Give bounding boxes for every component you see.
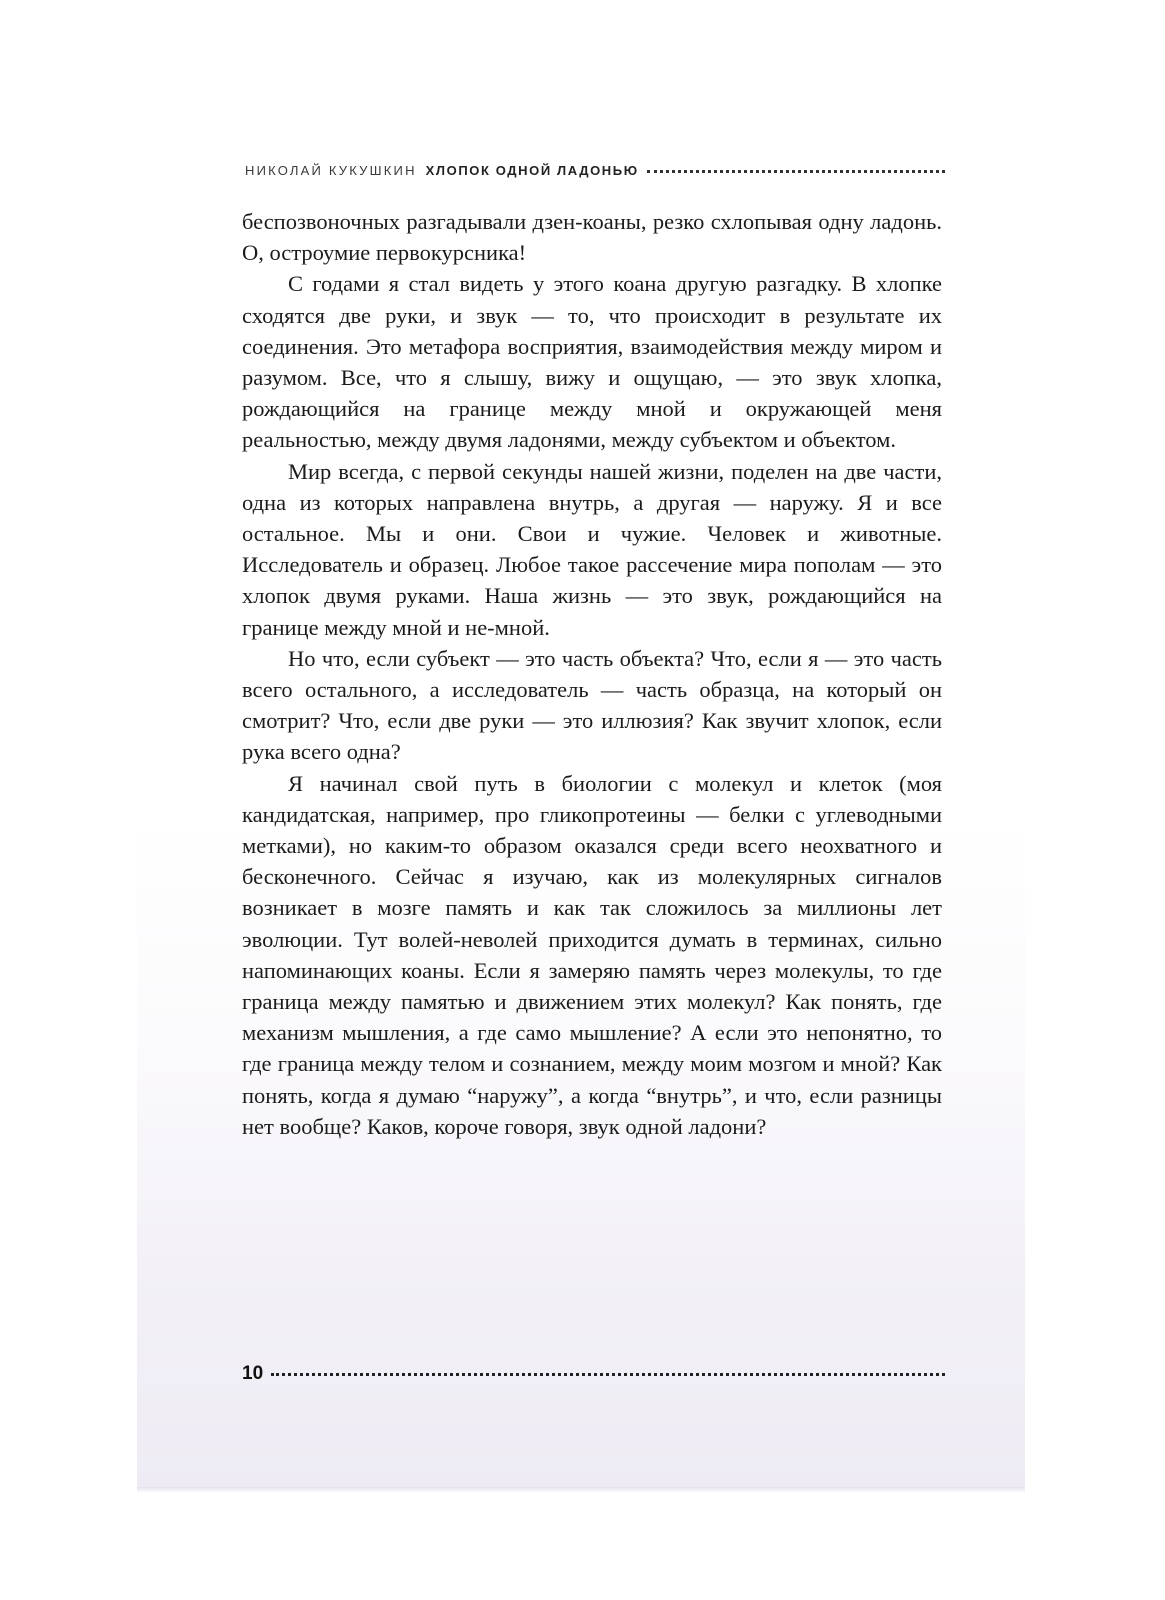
paragraph-4: Но что, если субъект — это часть объекта? Что, если я — это часть всего остального, а исследователь — часть образца, на который он смотрит? Что, если две руки — это иллюзия? Как звучит хлопок, если рука всего одна?	[242, 645, 942, 765]
header-author: НИКОЛАЙ КУКУШКИН	[245, 163, 417, 178]
page-body	[242, 206, 942, 1142]
footer-dotted-rule	[271, 1372, 945, 1376]
paragraph-2: С годами я стал видеть у этого коана другую разгадку. В хлопке сходятся две руки, и звук — то, что происходит в результате их соединения. Это метафора восприятия, взаимодействия между миром и разумом. Все, что я слышу, вижу и ощущаю, — это звук хлопка, рождающийся на границе между мной и окружающей меня реальностью, между двумя ладонями, между субъектом и объектом.	[242, 271, 942, 453]
paragraph-1: беспозвоночных разгадывали дзен-коаны, резко схлопывая одну ладонь. О, остроумие первокурсника!	[242, 209, 942, 266]
running-header	[245, 163, 945, 185]
header-dotted-rule	[647, 169, 945, 173]
page-footer	[242, 1363, 945, 1393]
page-number: 10	[242, 1363, 264, 1384]
paragraph-3: Мир всегда, с первой секунды нашей жизни, поделен на две части, одна из которых направлена внутрь, а другая — наружу. Я и все остальное. Мы и они. Свои и чужие. Человек и животные. Исследователь и образец. Любое такое рассечение мира пополам — это хлопок двумя руками. Наша жизнь — это звук, рождающийся на границе между мной и не-мной.	[242, 458, 942, 640]
page-edge-shadow	[137, 1487, 1025, 1493]
header-book-title: ХЛОПОК ОДНОЙ ЛАДОНЬЮ	[425, 163, 639, 178]
paragraph-5: Я начинал свой путь в биологии с молекул и клеток (моя кандидатская, например, про гликопротеины — белки с углеводными метками), но каким-то образом оказался среди всего неохватного и бесконечного. Сейчас я изучаю, как из молекулярных сигналов возникает в мозге память и как так сложилось за миллионы лет эволюции. Тут волей-неволей приходится думать в терминах, сильно напоминающих коаны. Если я замеряю память через молекулы, то где граница между памятью и движением этих молекул? Как понять, где механизм мышления, а где само мышление? А если это непонятно, то где граница между телом и сознанием, между моим мозгом и мной? Как понять, когда я думаю “наружу”, а когда “внутрь”, и что, если разницы нет вообще? Каков, короче говоря, звук одной ладони?	[242, 770, 942, 1139]
